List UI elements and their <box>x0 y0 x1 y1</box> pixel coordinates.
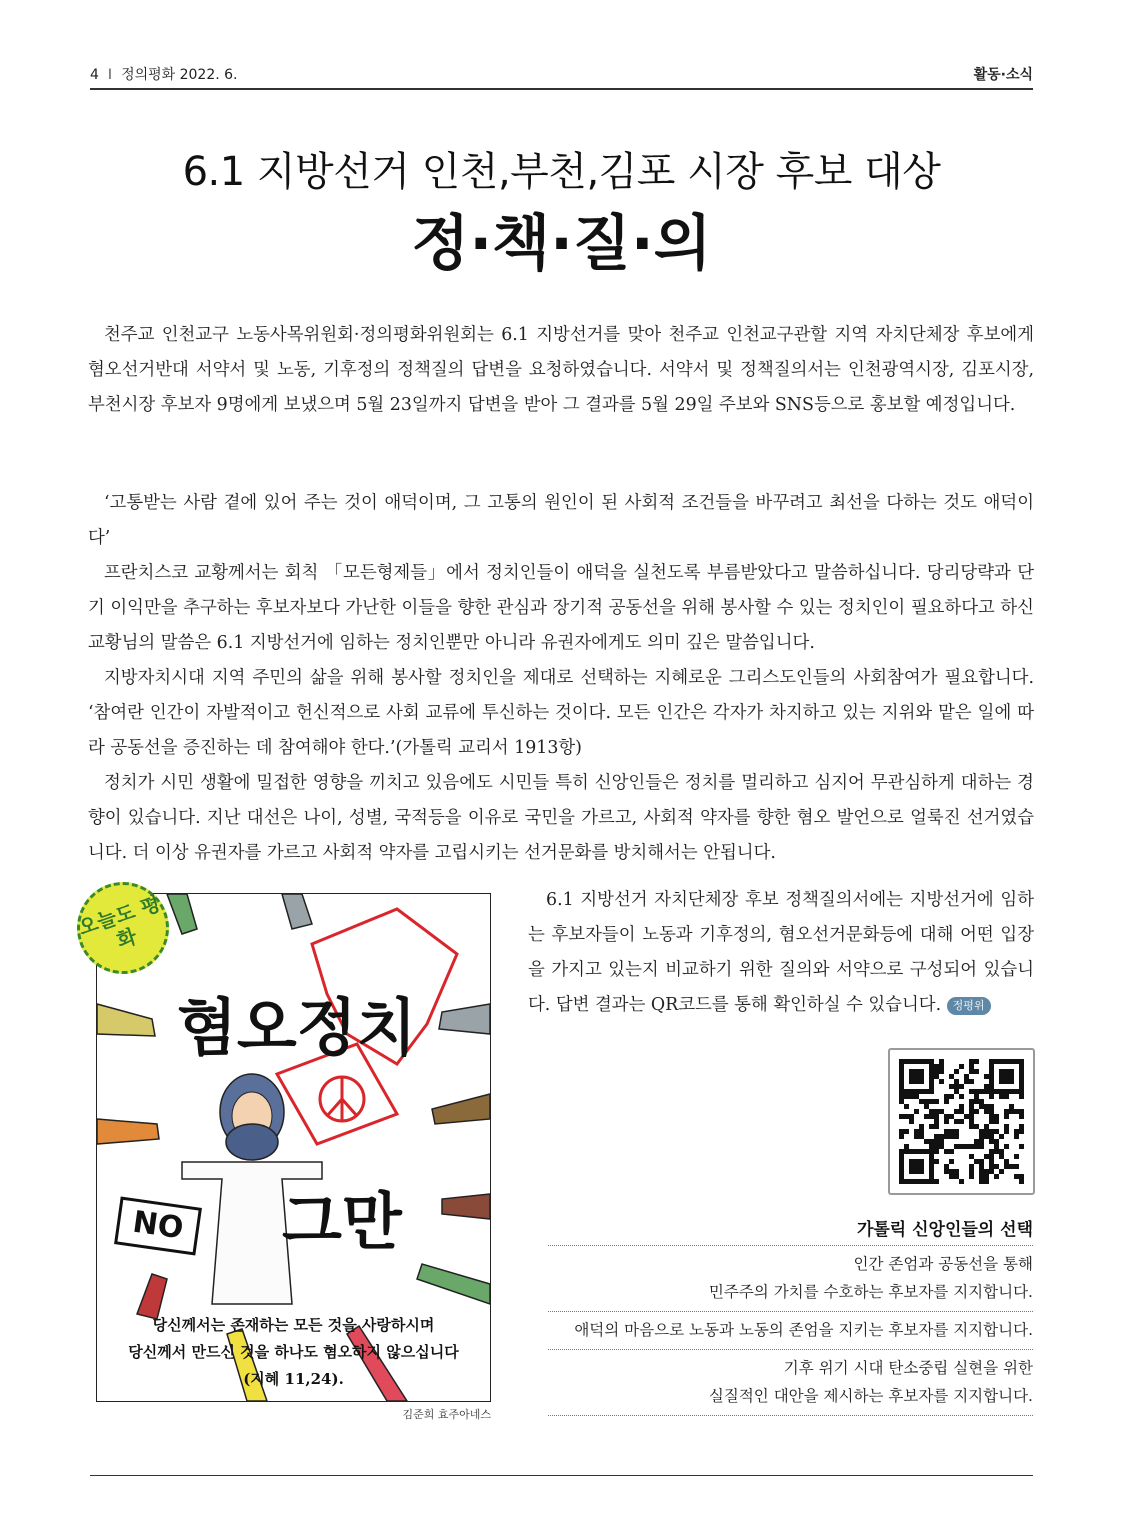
page-header <box>90 62 1033 88</box>
body-paragraph: 정치가 시민 생활에 밀접한 영향을 끼치고 있음에도 시민들 특히 신앙인들은 정치를 멀리하고 심지어 무관심하게 대하는 경향이 있습니다. 지난 대선은 나이, 성별, 국적등을 이유로 국민을 가르고, 사회적 약자를 향한 혐오 발언으로 얼룩진 선거였습니다. 더 이상 유권자를 가르고 사회적 약자를 고립시키는 선거문화를 방치해서는 안됩니다. <box>88 773 1034 863</box>
committee-badge: 정평위 <box>947 997 991 1015</box>
article-subtitle: 정·책·질·의 <box>411 209 712 279</box>
intro-paragraph: 천주교 인천교구 노동사목위원회·정의평화위원회는 6.1 지방선거를 맞아 천주교 인천교구관할 지역 자치단체장 후보에게 혐오선거반대 서약서 및 노동, 기후정의 정책질의 답변을 요청하였습니다. 서약서 및 정책질의서는 인천광역시장, 김포시장, 부천시장 후보자 9명에게 보냈으며 5월 23일까지 답변을 받아 그 결과를 5월 29일 주보와 SNS등으로 홍보할 예정입니다. <box>88 325 1034 415</box>
cartoon-credit: 김준희 효주아네스 <box>402 1408 491 1421</box>
header-rule <box>90 88 1033 90</box>
body-paragraph: 프란치스코 교황께서는 회칙 「모든형제들」에서 정치인들이 애덕을 실천도록 부름받았다고 말씀하십니다. 당리당략과 단기 이익만을 추구하는 후보자보다 가난한 이들을 향한 관심과 장기적 공동선을 위해 봉사할 수 있는 정치인이 필요하다고 하신 교황님의 말씀은 6.1 지방선거에 임하는 정치인뿐만 아니라 유권자에게도 의미 깊은 말씀입니다. <box>88 563 1034 653</box>
cartoon-caption-line: 당신께서는 존재하는 모든 것을 사랑하시며 <box>152 1316 435 1334</box>
cartoon-stamp <box>77 882 169 974</box>
choice-line: 실질적인 대안을 제시하는 후보자를 지지합니다. <box>708 1387 1033 1405</box>
intro-text <box>88 318 1034 423</box>
choices-bottom-rule <box>548 1415 1033 1416</box>
cartoon-title-top: 혐오정치 <box>177 991 417 1064</box>
cartoon-caption <box>97 1312 490 1393</box>
qr-code-image <box>892 1052 1031 1191</box>
cartoon-stamp-text: 오늘도 평화 <box>75 891 164 953</box>
page-number: 4 <box>90 67 99 83</box>
choice-item <box>548 1311 1033 1349</box>
choice-line: 인간 존엄과 공동선을 통해 <box>853 1255 1033 1273</box>
quote-paragraph: ‘고통받는 사람 곁에 있어 주는 것이 애덕이며, 그 고통의 원인이 된 사회적 조건들을 바꾸려고 최선을 다하는 것도 애덕이다’ <box>88 493 1034 548</box>
side-paragraph <box>528 883 1034 1023</box>
cartoon-title-bottom: 그만 <box>282 1185 402 1258</box>
choice-line: 민주주의 가치를 수호하는 후보자를 지지합니다. <box>708 1283 1033 1301</box>
cartoon-illustration <box>75 891 491 1421</box>
body-paragraph: 지방자치시대 지역 주민의 삶을 위해 봉사할 정치인을 제대로 선택하는 지혜로운 그리스도인들의 사회참여가 필요합니다. ‘참여란 인간이 자발적이고 헌신적으로 사회 교류에 투신하는 것이다. 모든 인간은 각자가 차지하고 있는 지위와 맡은 일에 따라 공동선을 증진하는 데 참여해야 한다.’(가톨릭 교리서 1913항) <box>88 668 1034 758</box>
publication-name: 정의평화 2022. 6. <box>121 67 238 83</box>
cartoon-frame <box>75 891 491 1402</box>
cartoon-caption-line: (지혜 11,24). <box>243 1370 344 1388</box>
main-text <box>88 486 1034 871</box>
side-paragraph-text: 6.1 지방선거 자치단체장 후보 정책질의서에는 지방선거에 임하는 후보자들이 노동과 기후정의, 혐오선거문화등에 대해 어떤 입장을 가지고 있는지 비교하기 위한 질의와 서약으로 구성되어 있습니다. 답변 결과는 QR코드를 통해 확인하실 수 있습니다. <box>528 890 1034 1015</box>
catholic-choices <box>548 1215 1033 1416</box>
no-sign: NO <box>114 1197 202 1256</box>
choice-line: 애덕의 마음으로 노동과 노동의 존엄을 지키는 후보자를 지지합니다. <box>574 1321 1033 1339</box>
header-separator: I <box>107 67 113 83</box>
side-text <box>528 883 1034 1023</box>
choice-item <box>548 1349 1033 1415</box>
choices-title: 가톨릭 신앙인들의 선택 <box>856 1220 1033 1240</box>
cartoon-caption-line: 당신께서 만드신 것을 하나도 혐오하지 않으십니다 <box>128 1343 459 1361</box>
choice-item <box>548 1245 1033 1311</box>
footer-rule <box>90 1475 1033 1476</box>
qr-code[interactable] <box>888 1048 1035 1195</box>
section-label: 활동·소식 <box>973 67 1033 83</box>
choice-line: 기후 위기 시대 탄소중립 실현을 위한 <box>783 1359 1033 1377</box>
article-title: 6.1 지방선거 인천,부천,김포 시장 후보 대상 <box>182 149 941 195</box>
header-left <box>90 64 238 84</box>
